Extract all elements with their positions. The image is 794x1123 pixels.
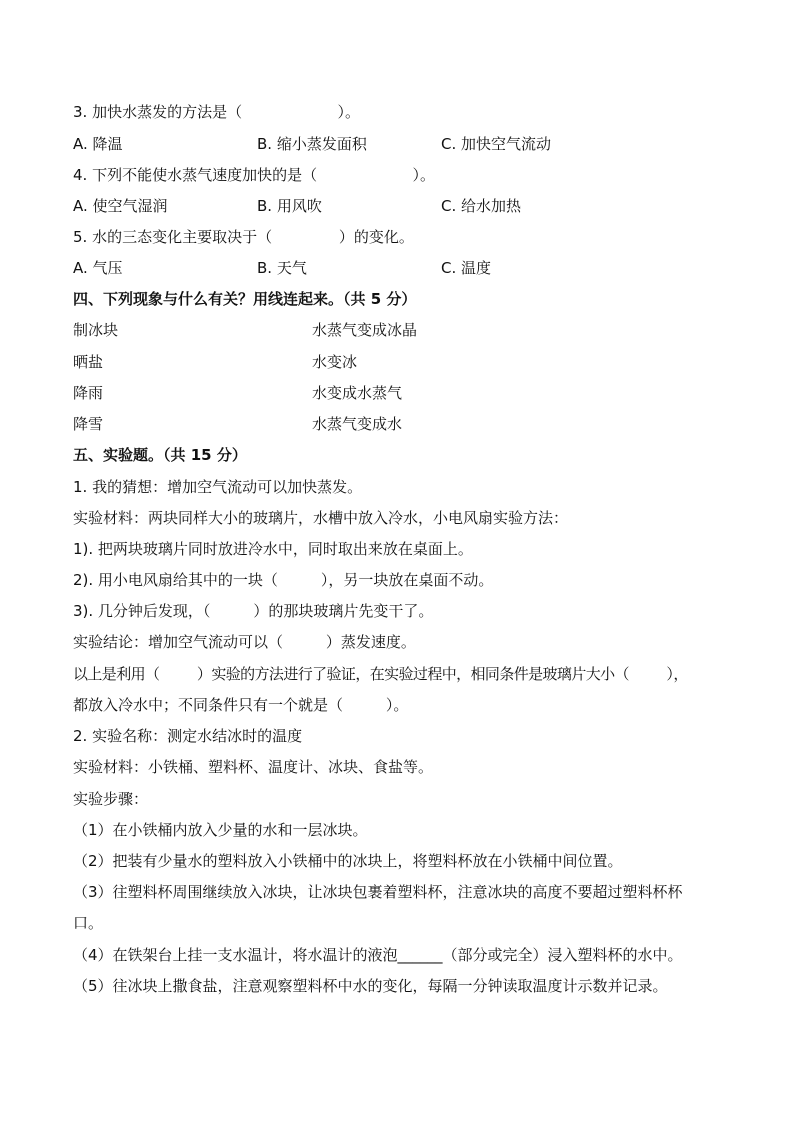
match-left-item: 降雪 [73,415,104,433]
q4-option-a: A. 使空气湿润 [73,197,168,215]
q3-option-a: A. 降温 [73,135,123,153]
exp1-guess: 1. 我的猜想：增加空气流动可以加快蒸发。 [73,478,363,496]
exp2-steps-title: 实验步骤： [73,790,149,808]
exp2-step2: （2）把装有少量水的塑料放入小铁桶中的冰块上，将塑料杯放在小铁桶中间位置。 [73,852,623,870]
exp2-step4: （4）在铁架台上挂一支水温计，将水温计的液泡______（部分或完全）浸入塑料杯的水中。 [73,946,683,964]
q4-option-c: C. 给水加热 [441,197,522,215]
q5-option-b: B. 天气 [257,259,307,277]
q3-stem: 3. 加快水蒸发的方法是（ ）。 [73,103,360,121]
exp1-conclusion: 实验结论：增加空气流动可以（ ）蒸发速度。 [73,633,416,651]
exp2-name: 2. 实验名称：测定水结冰时的温度 [73,727,303,745]
exp2-step5: （5）往冰块上撒食盐，注意观察塑料杯中水的变化，每隔一分钟读取温度计示数并记录。 [73,977,668,995]
exp2-step3-line2: 口。 [73,914,104,932]
q4-stem: 4. 下列不能使水蒸气速度加快的是（ ）。 [73,166,435,184]
match-right-item: 水蒸气变成冰晶 [312,321,418,339]
q3-option-b: B. 缩小蒸发面积 [257,135,367,153]
exp1-analysis-line2: 都放入冷水中；不同条件只有一个就是（ ）。 [73,696,409,714]
match-left-item: 制冰块 [73,321,119,339]
exp2-step3-line1: （3）往塑料杯周围继续放入冰块，让冰块包裹着塑料杯，注意冰块的高度不要超过塑料杯杯 [73,883,683,901]
exp1-analysis-line1: 以上是利用（ ）实验的方法进行了验证，在实验过程中，相同条件是玻璃片大小（ ）， [73,665,688,683]
match-left-item: 降雨 [73,384,104,402]
q5-option-c: C. 温度 [441,259,492,277]
q3-option-c: C. 加快空气流动 [441,135,552,153]
exp1-materials: 实验材料：两块同样大小的玻璃片，水槽中放入冷水，小电风扇实验方法： [73,509,569,527]
section4-heading: 四、下列现象与什么有关？用线连起来。（共 5 分） [73,290,417,308]
exp2-step1: （1）在小铁桶内放入少量的水和一层冰块。 [73,821,368,839]
q4-option-b: B. 用风吹 [257,197,322,215]
section5-heading: 五、实验题。（共 15 分） [73,446,247,464]
exp1-step1: 1). 把两块玻璃片同时放进冷水中，同时取出来放在桌面上。 [73,540,473,558]
match-left-item: 晒盐 [73,353,104,371]
q5-stem: 5. 水的三态变化主要取决于（ ）的变化。 [73,228,414,246]
exp1-step3: 3). 几分钟后发现，（ ）的那块玻璃片先变干了。 [73,602,434,620]
match-right-item: 水变成水蒸气 [312,384,403,402]
exp1-step2: 2). 用小电风扇给其中的一块（ ），另一块放在桌面不动。 [73,571,494,589]
match-right-item: 水蒸气变成水 [312,415,403,433]
q5-option-a: A. 气压 [73,259,123,277]
match-right-item: 水变冰 [312,353,358,371]
exp2-materials: 实验材料：小铁桶、塑料杯、温度计、冰块、食盐等。 [73,758,434,776]
